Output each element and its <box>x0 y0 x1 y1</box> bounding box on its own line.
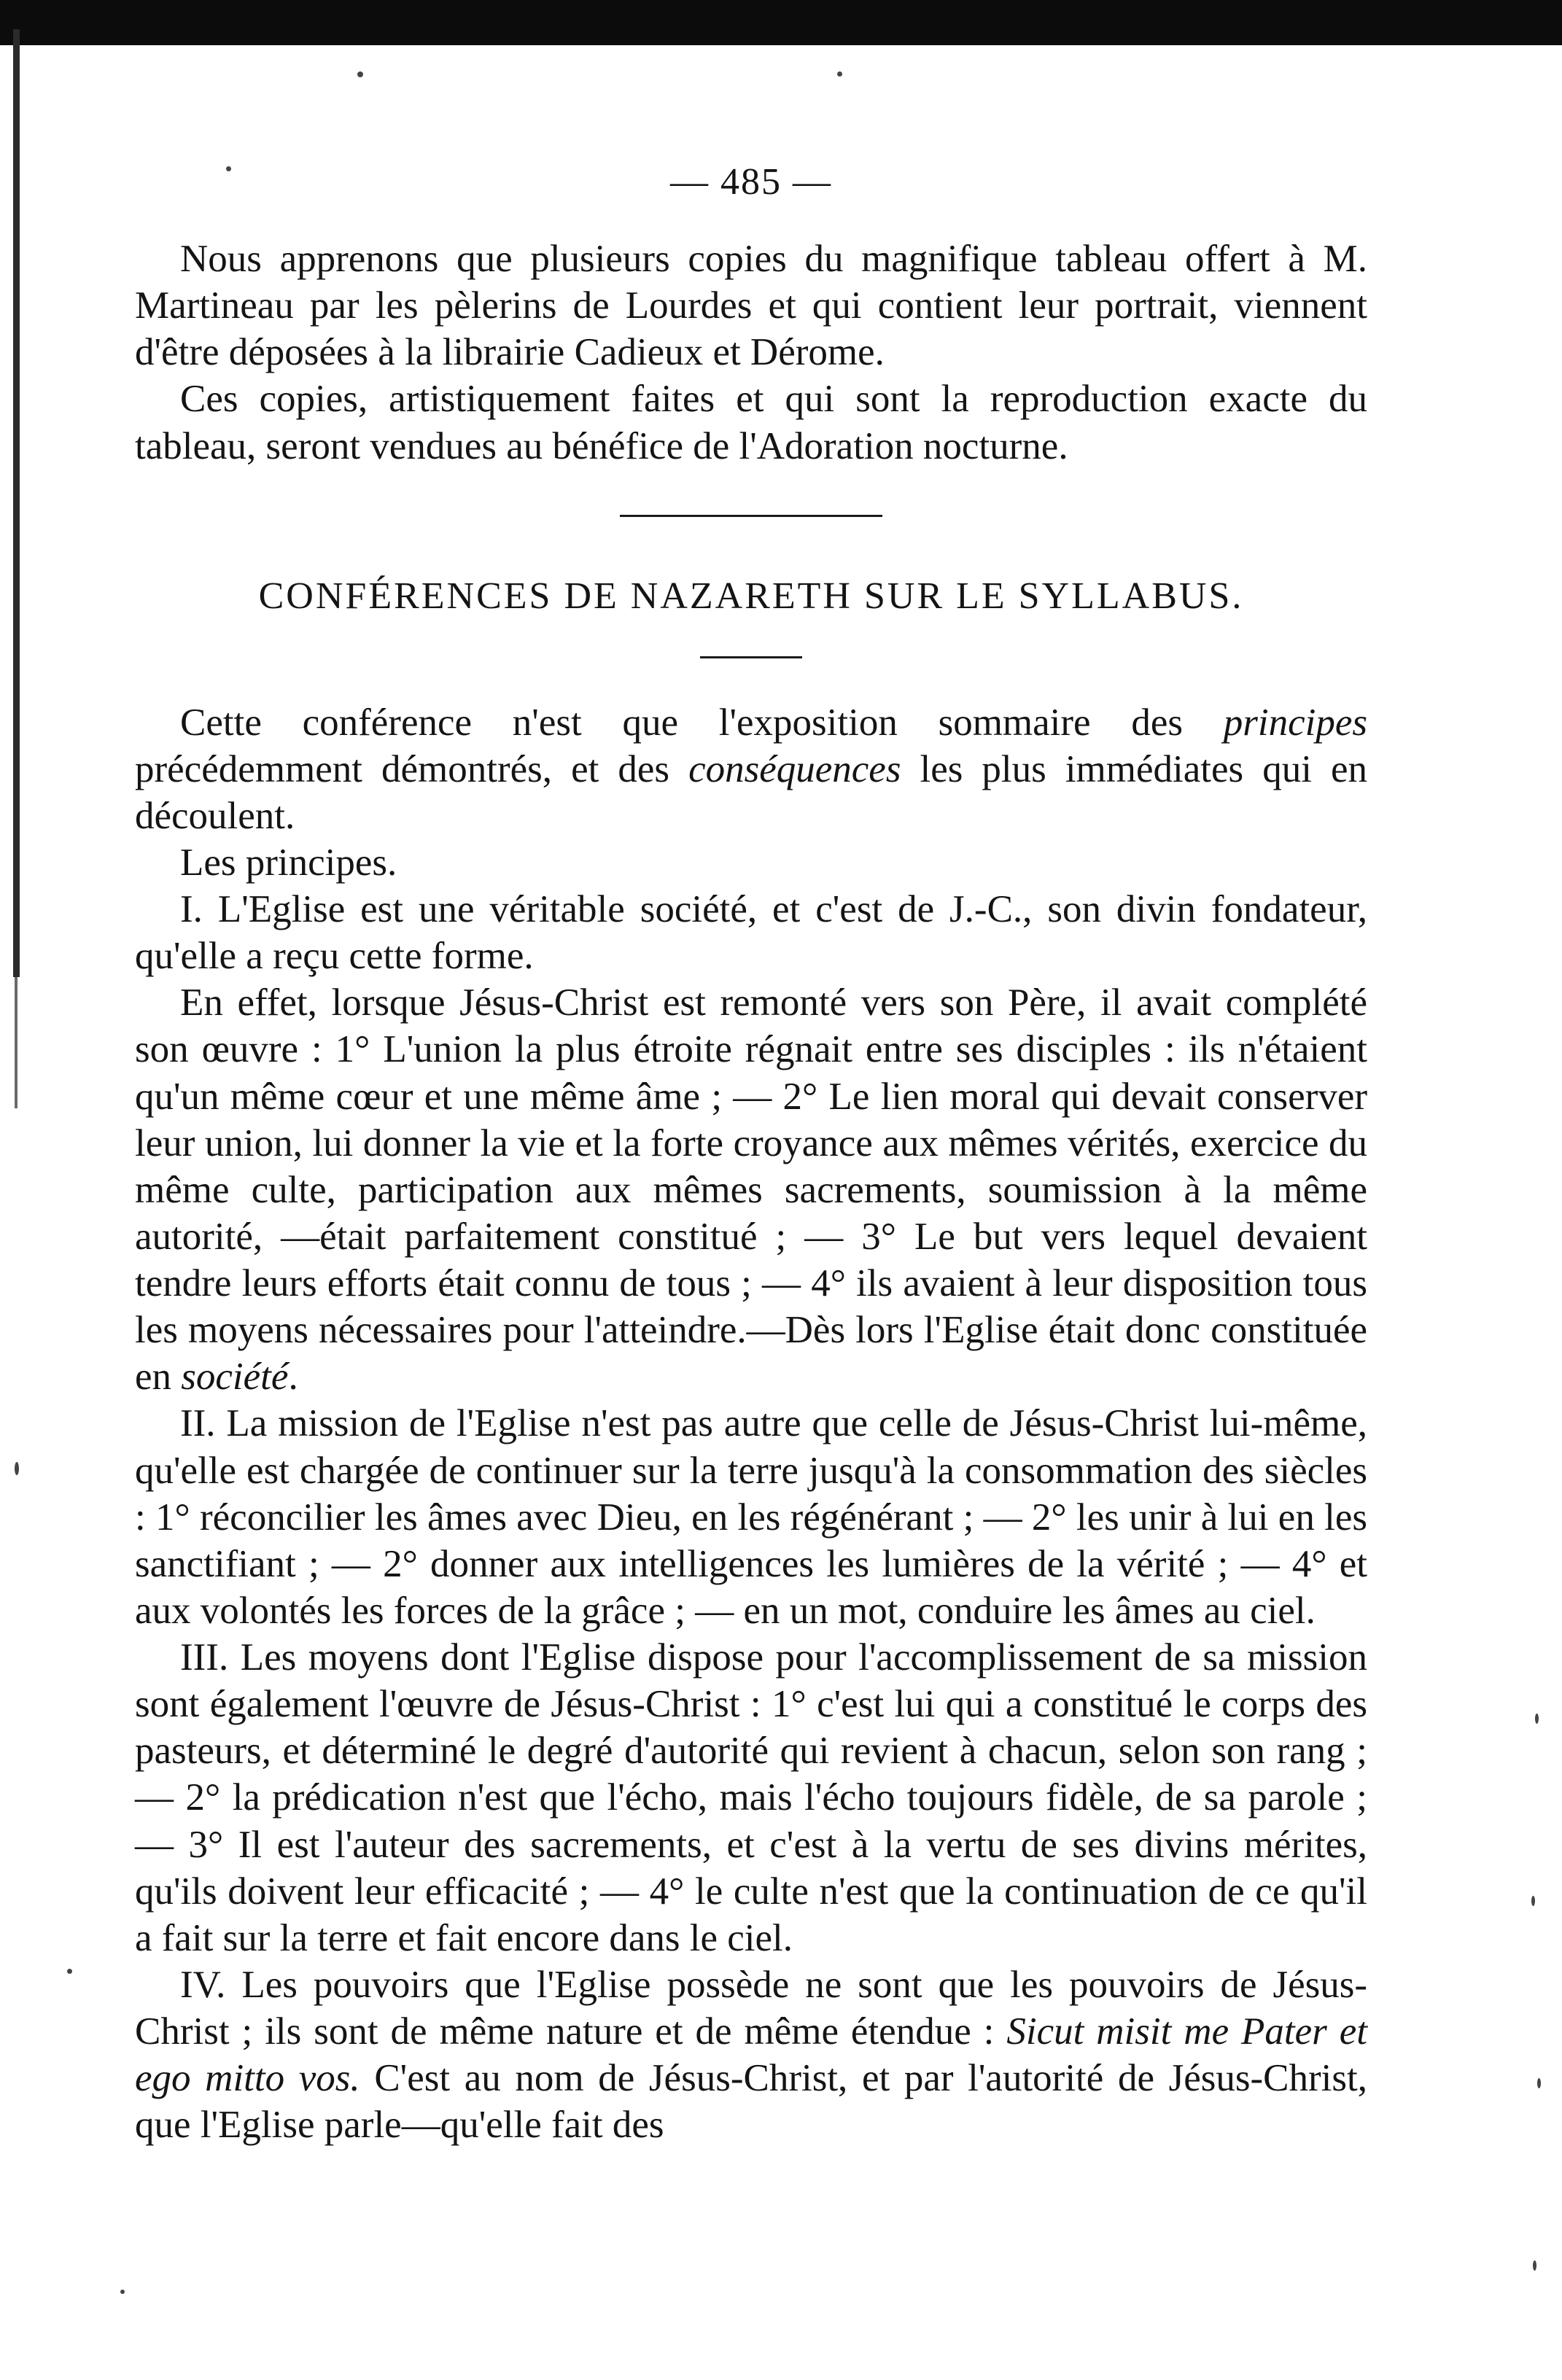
scan-left-border-lower <box>15 977 18 1108</box>
scan-speckle <box>837 71 842 77</box>
section-rule <box>620 515 882 517</box>
section-heading: CONFÉRENCES DE NAZARETH SUR LE SYLLABUS. <box>258 575 1244 617</box>
scan-speckle <box>67 1969 72 1974</box>
intro-paragraph <box>135 699 1367 839</box>
notice-paragraph-2: Ces copies, artistiquement faites et qui sont la reproduction exacte du tableau, seront vendues au bénéfice de l'Adoration nocturne. <box>135 378 1367 467</box>
intro-text-e: les plus immédiates qui en découlent. <box>135 747 1368 837</box>
intro-consequences: conséquences <box>688 747 901 790</box>
intro-text-a: Cette conférence n'est que l'exposition sommaire des <box>180 701 1224 744</box>
scan-speckle <box>1533 2260 1536 2271</box>
principle-III: III. Les moyens dont l'Eglise dispose pour l'accomplissement de sa mission sont également l'œuvre de Jésus-Christ : 1° c'est lui qui a constitué le corps des pasteurs, et déterminé le degré d'autorité qui revient à chacun, selon son rang ;— 2° la prédication n'est que l'écho, mais l'écho toujours fidèle, de sa parole ; — 3° Il est l'auteur des sacrements, et c'est à la vertu de ses divins mérites, qu'ils doivent leur efficacité ; — 4° le culte n'est que la continuation de ce qu'il a fait sur la terre et fait encore dans le ciel. <box>135 1636 1367 1959</box>
latin-quote: Sicut misit me Pater et ego mitto vos. <box>135 2010 1367 2100</box>
scan-left-border <box>13 29 20 977</box>
principle-IV-text-c: C'est au nom de Jésus-Christ, et par l'autorité de Jésus-Christ, que l'Eglise parle—qu'elle fait des <box>135 2057 1367 2147</box>
heading-rule <box>700 656 802 658</box>
page-number: — 485 — <box>670 161 832 203</box>
principes-label: Les principes. <box>180 841 397 884</box>
scan-top-border <box>0 0 1562 45</box>
principle-I: I. L'Eglise est une véritable société, et c'est de J.-C., son divin fondateur, qu'elle a reçu cette forme. <box>135 888 1367 978</box>
en-effet-paragraph <box>135 979 1367 1400</box>
scan-speckle <box>226 166 231 171</box>
scan-speckle <box>1537 2078 1541 2088</box>
notice-paragraph-1: Nous apprenons que plusieurs copies du magnifique tableau offert à M. Martineau par les pèlerins de Lourdes et qui contient leur portrait, viennent d'être déposées à la librairie Cadieux et Dérome. <box>135 238 1367 374</box>
principle-IV-text-a: IV. Les pouvoirs que l'Eglise possède ne sont que les pouvoirs de Jésus-Christ ; ils sont de même nature et de même étendue : <box>135 1963 1367 2053</box>
principle-II: II. La mission de l'Eglise n'est pas autre que celle de Jésus-Christ lui-même, qu'elle est chargée de continuer sur la terre jusqu'à la consommation des siècles : 1° réconcilier les âmes avec Dieu, en les régénérant ; — 2° les unir à lui en les sanctifiant ; — 2° donner aux intelligences les lumières de la vérité ; — 4° et aux volontés les forces de la grâce ; — en un mot, conduire les âmes au ciel. <box>135 1402 1367 1632</box>
scan-speckle <box>357 71 363 77</box>
intro-text-c: précédemment démontrés, et des <box>135 747 689 790</box>
scan-speckle <box>15 1462 19 1475</box>
scan-speckle <box>1531 1896 1535 1906</box>
page-body <box>135 160 1367 2148</box>
principle-IV <box>135 1961 1367 2149</box>
intro-principes: principes <box>1223 701 1367 744</box>
scan-speckle <box>1535 1714 1539 1724</box>
en-effet-societe: société <box>181 1356 289 1399</box>
scan-speckle <box>120 2290 125 2294</box>
en-effet-text-a: En effet, lorsque Jésus-Christ est remonté vers son Père, il avait complété son œuvre : 1° L'union la plus étroite régnait entre ses disciples : ils n'étaient qu'un même cœur et une même âme ; — 2° Le lien moral qui devait conserver leur union, lui donner la vie et la forte croyance aux mêmes vérités, exercice du même culte, participation aux mêmes sacrements, soumission à la même autorité, —était parfaitement constitué ; — 3° Le but vers lequel devaient tendre leurs efforts était connu de tous ; — 4° ils avaient à leur disposition tous les moyens nécessaires pour l'atteindre.—Dès lors l'Eglise était donc constituée en <box>135 981 1367 1399</box>
en-effet-text-c: . <box>288 1356 298 1399</box>
